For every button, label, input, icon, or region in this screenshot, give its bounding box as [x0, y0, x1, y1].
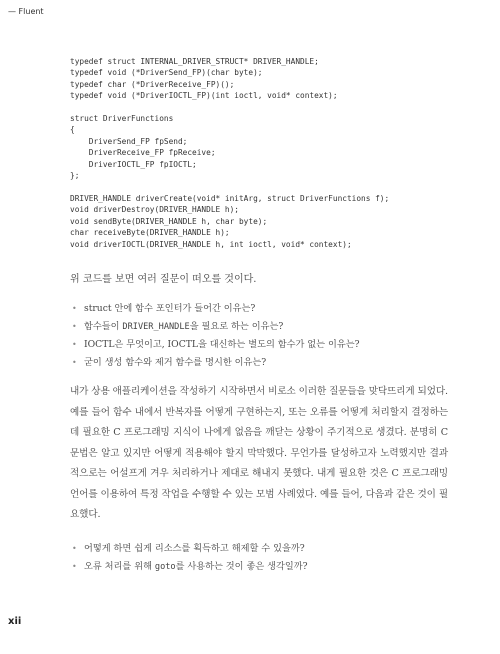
- item-text: IOCTL은 무엇이고, IOCTL을 대신하는 별도의 함수가 없는 이유는?: [84, 339, 360, 350]
- item-text: 오류 처리를 위해: [84, 561, 155, 572]
- bullet-icon: •: [72, 304, 77, 313]
- item-text: struct 안에 함수 포인터가 들어간 이유는?: [84, 303, 256, 314]
- code-line: DriverIOCTL_FP fpIOCTL;: [70, 159, 197, 169]
- code-line: };: [70, 171, 80, 181]
- running-header: — Fluent: [8, 7, 44, 16]
- code-block: [70, 56, 389, 250]
- intro-text: 위 코드를 보면 여러 질문이 떠오를 것이다.: [70, 274, 257, 285]
- item-text: 함수들이: [84, 321, 123, 332]
- list-item: [72, 354, 442, 372]
- list-item: [72, 300, 442, 318]
- item-text: 굳이 생성 함수와 제거 함수를 명시한 이유는?: [84, 357, 267, 368]
- code-line: char receiveByte(DRIVER_HANDLE h);: [70, 228, 230, 238]
- list-item: [72, 558, 442, 576]
- code-line: typedef void (*DriverSend_FP)(char byte);: [70, 68, 263, 78]
- code-line: DRIVER_HANDLE driverCreate(void* initArg, struct DriverFunctions f);: [70, 193, 390, 203]
- code-line: typedef void (*DriverIOCTL_FP)(int ioctl, void* context);: [70, 91, 338, 101]
- question-list-2: [72, 540, 442, 576]
- question-list-1: [72, 300, 442, 372]
- inline-code: DRIVER_HANDLE: [122, 322, 190, 332]
- code-line: typedef struct INTERNAL_DRIVER_STRUCT* DRIVER_HANDLE;: [70, 57, 319, 66]
- code-line: void driverIOCTL(DRIVER_HANDLE h, int ioctl, void* context);: [70, 239, 352, 249]
- inline-code: goto: [154, 562, 176, 572]
- list-item: [72, 540, 442, 558]
- bullet-icon: •: [72, 322, 77, 331]
- code-line: DriverSend_FP fpSend;: [70, 136, 188, 146]
- page-number: xii: [8, 616, 22, 627]
- bullet-icon: •: [72, 562, 77, 571]
- item-text: 을 필요로 하는 이유는?: [189, 321, 284, 332]
- code-line: DriverReceive_FP fpReceive;: [70, 148, 216, 158]
- bullet-icon: •: [72, 340, 77, 349]
- item-text: 를 사용하는 것이 좋은 생각일까?: [175, 561, 308, 572]
- code-line: void sendByte(DRIVER_HANDLE h, char byte);: [70, 216, 268, 226]
- bullet-icon: •: [72, 358, 77, 367]
- list-item: [72, 336, 442, 354]
- code-line: void driverDestroy(DRIVER_HANDLE h);: [70, 205, 239, 215]
- body-paragraph: 내가 상용 애플리케이션을 작성하기 시작하면서 비로소 이러한 질문들을 맞닥뜨리게 되었다. 예를 들어 함수 내에서 반복자를 어떻게 구현하는지, 또는 오류를 어떻게 처리할지 결정하는 데 필요한 C 프로그래밍 지식이 나에게 없음을 깨닫는 상황이 주기적으로 생겼다. 분명히 C 문법은 알고 있지만 어떻게 적용해야 할지 막막했다. 무언가를 달성하고자 노력했지만 결과적으로는 어설프게 겨우 처리하거나 제대로 해내지 못했다. 내게 필요한 것은 C 프로그래밍 언어를 이용하여 특정 작업을 수행할 수 있는 모범 사례였다. 예를 들어, 다음과 같은 것이 필요했다.: [70, 386, 448, 520]
- code-line: struct DriverFunctions: [70, 114, 174, 124]
- code-line: typedef char (*DriverReceive_FP)();: [70, 79, 235, 89]
- list-item: [72, 318, 442, 336]
- code-line: {: [70, 125, 75, 135]
- item-text: 어떻게 하면 쉽게 리소스를 획득하고 해제할 수 있을까?: [84, 543, 305, 554]
- bullet-icon: •: [72, 544, 77, 553]
